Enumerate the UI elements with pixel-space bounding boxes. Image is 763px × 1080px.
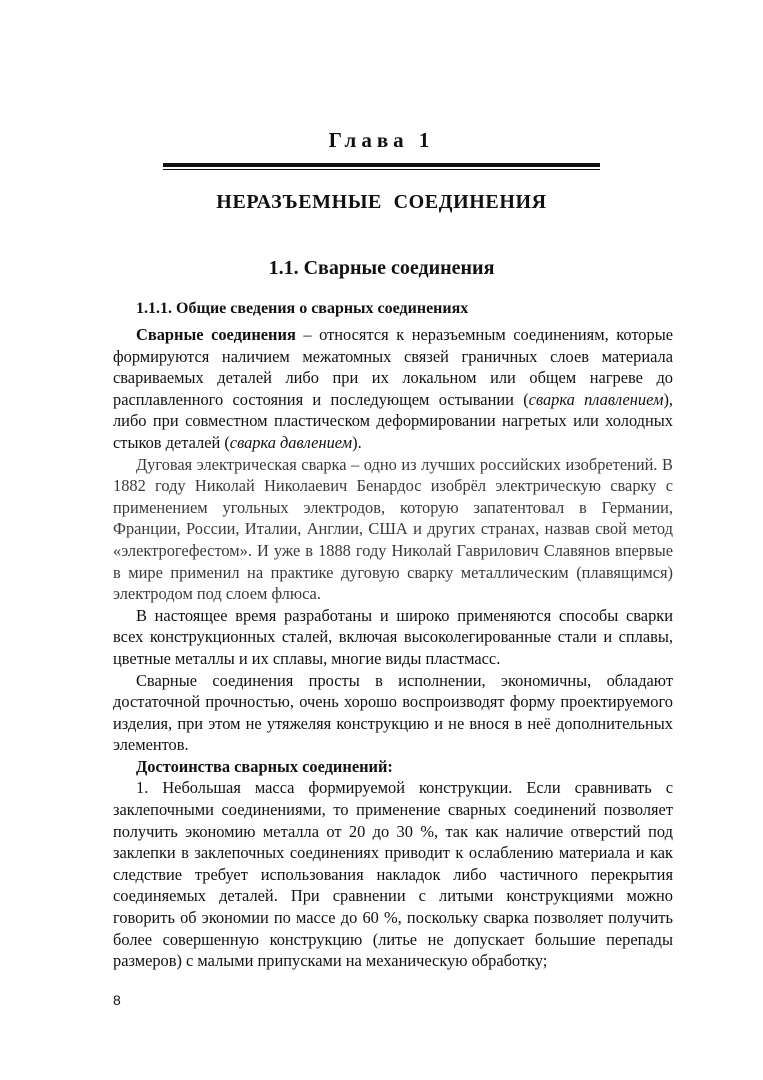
subsection-heading: 1.1.1. Общие сведения о сварных соединениях — [136, 300, 469, 317]
definition-text-c: ). — [352, 432, 362, 452]
section-heading: 1.1. Сварные соединения — [268, 257, 495, 279]
definition-text-a: – относятся к неразъемным соединениям, которые формируются наличием межатомных связей граничных слоев материала свариваемых деталей либо при их локальном или общем нагреве до расплавленного состояния и последующем остывании ( — [113, 325, 673, 409]
term-pressure-welding: сварка давлением — [229, 432, 353, 452]
body-text — [113, 324, 673, 972]
paragraph-methods: В настоящее время разработаны и широко применяются способы сварки всех конструкционных сталей, включая высоколегированные стали и сплавы, цветные металлы и их сплавы, многие виды пластмасс. — [113, 605, 673, 668]
chapter-label: Глава 1 — [328, 128, 435, 152]
advantage-item-1: 1. Небольшая масса формируемой конструкции. Если сравнивать с заклепочными соединениями, то применение сварных соединений позволяет получить экономию металла от 20 до 30 %, так как наличие отверстий под заклепки в заклепочных соединениях приводит к ослаблению материала и как следствие требует использования накладок либо частичного перекрытия соединяемых деталей. При сравнении с литыми конструкциями можно говорить об экономии по массе до 60 %, поскольку сварка позволяет получить более совершенную конструкцию (литье не допускает большие перепады размеров) с малыми припусками на механическую обработку; — [113, 778, 673, 971]
paragraph-definition — [113, 324, 673, 454]
chapter-rule-thin — [163, 169, 600, 170]
advantages-heading — [113, 756, 673, 778]
advantages-heading-text: Достоинства сварных соединений: — [136, 756, 393, 776]
page-number: 8 — [113, 992, 121, 1008]
paragraph-properties: Сварные соединения просты в исполнении, экономичны, обладают достаточной прочностью, очень хорошо воспроизводят форму проектируемого изделия, при этом не утяжеляя конструкцию и не внося в неё дополнительных элементов. — [113, 670, 673, 755]
term-welded-joints: Сварные соединения — [136, 325, 296, 344]
chapter-rule-thick — [163, 163, 600, 167]
chapter-title: НЕРАЗЪЕМНЫЕ СОЕДИНЕНИЯ — [216, 191, 547, 213]
definition-text-b: ), либо при совместном пластическом деформировании нагретых или холодных стыков деталей ( — [113, 389, 673, 452]
paragraph-history: Дуговая электрическая сварка – одно из лучших российских изобретений. В 1882 году Николай Николаевич Бенардос изобрёл электрическую сварку с применением угольных электродов, которую запатентовал в Германии, Франции, России, Италии, Англии, США и других странах, назвав свой метод «электрогефестом». И уже в 1888 году Николай Гаврилович Славянов впервые в мире применил на практике дуговую сварку металлическим (плавящимся) электродом под слоем флюса. — [113, 454, 673, 604]
term-fusion-welding: сварка плавлением — [528, 389, 664, 409]
